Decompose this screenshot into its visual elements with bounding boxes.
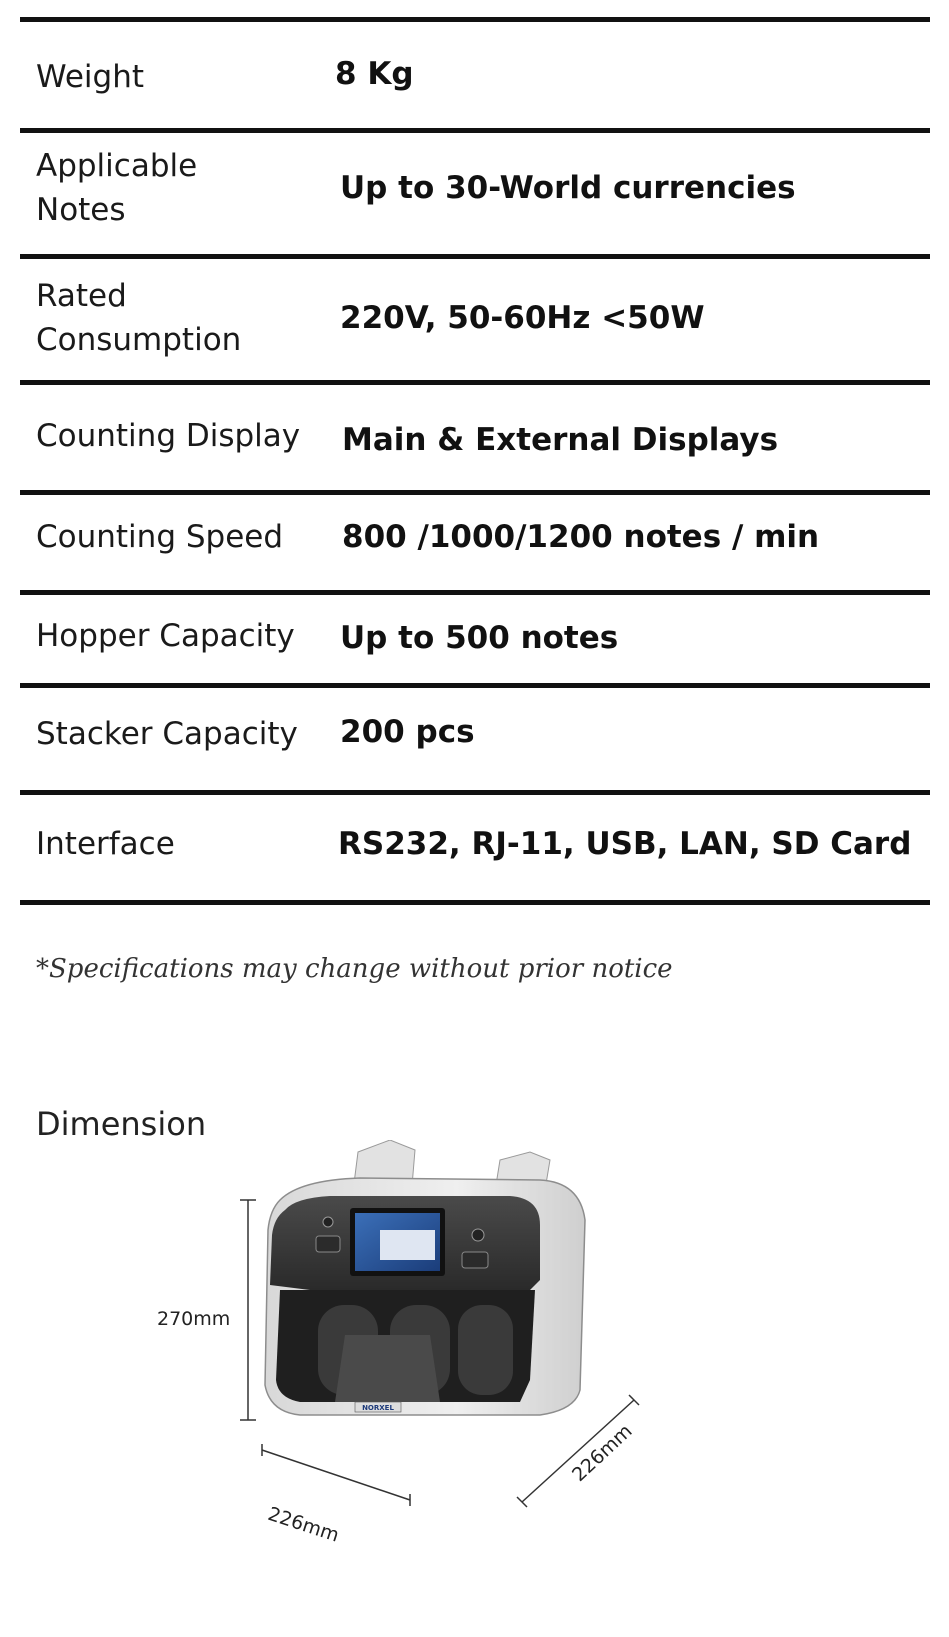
spec-label-hopper-capacity: Hopper Capacity xyxy=(36,618,295,654)
spec-label-stacker-capacity: Stacker Capacity xyxy=(36,716,298,752)
spec-value-stacker-capacity: 200 pcs xyxy=(340,714,475,750)
spec-value-hopper-capacity: Up to 500 notes xyxy=(340,620,619,656)
spec-value-applicable-notes: Up to 30-World currencies xyxy=(340,170,796,206)
spec-value-counting-display: Main & External Displays xyxy=(342,422,779,458)
dimension-depth-label: 226mm xyxy=(568,1420,637,1487)
spec-value-weight: 8 Kg xyxy=(335,56,414,92)
spec-label-counting-speed: Counting Speed xyxy=(36,519,284,555)
svg-text:NORXEL: NORXEL xyxy=(362,1404,394,1412)
spec-label-rated-consumption: Rated Consumption xyxy=(36,278,242,358)
spec-label-interface: Interface xyxy=(36,826,175,862)
footnote: *Specifications may change without prior notice xyxy=(36,954,673,984)
dimension-width-label: 226mm xyxy=(265,1503,342,1547)
spec-value-rated-consumption: 220V, 50-60Hz <50W xyxy=(340,300,705,336)
spec-value-interface: RS232, RJ-11, USB, LAN, SD Card xyxy=(338,826,912,862)
spec-label-weight: Weight xyxy=(36,59,145,95)
spec-label-applicable-notes: Applicable Notes xyxy=(36,148,198,228)
spec-value-counting-speed: 800 /1000/1200 notes / min xyxy=(342,519,820,555)
dimension-title: Dimension xyxy=(36,1105,207,1143)
spec-label-counting-display: Counting Display xyxy=(36,418,301,454)
dimension-height-label: 270mm xyxy=(157,1308,231,1330)
